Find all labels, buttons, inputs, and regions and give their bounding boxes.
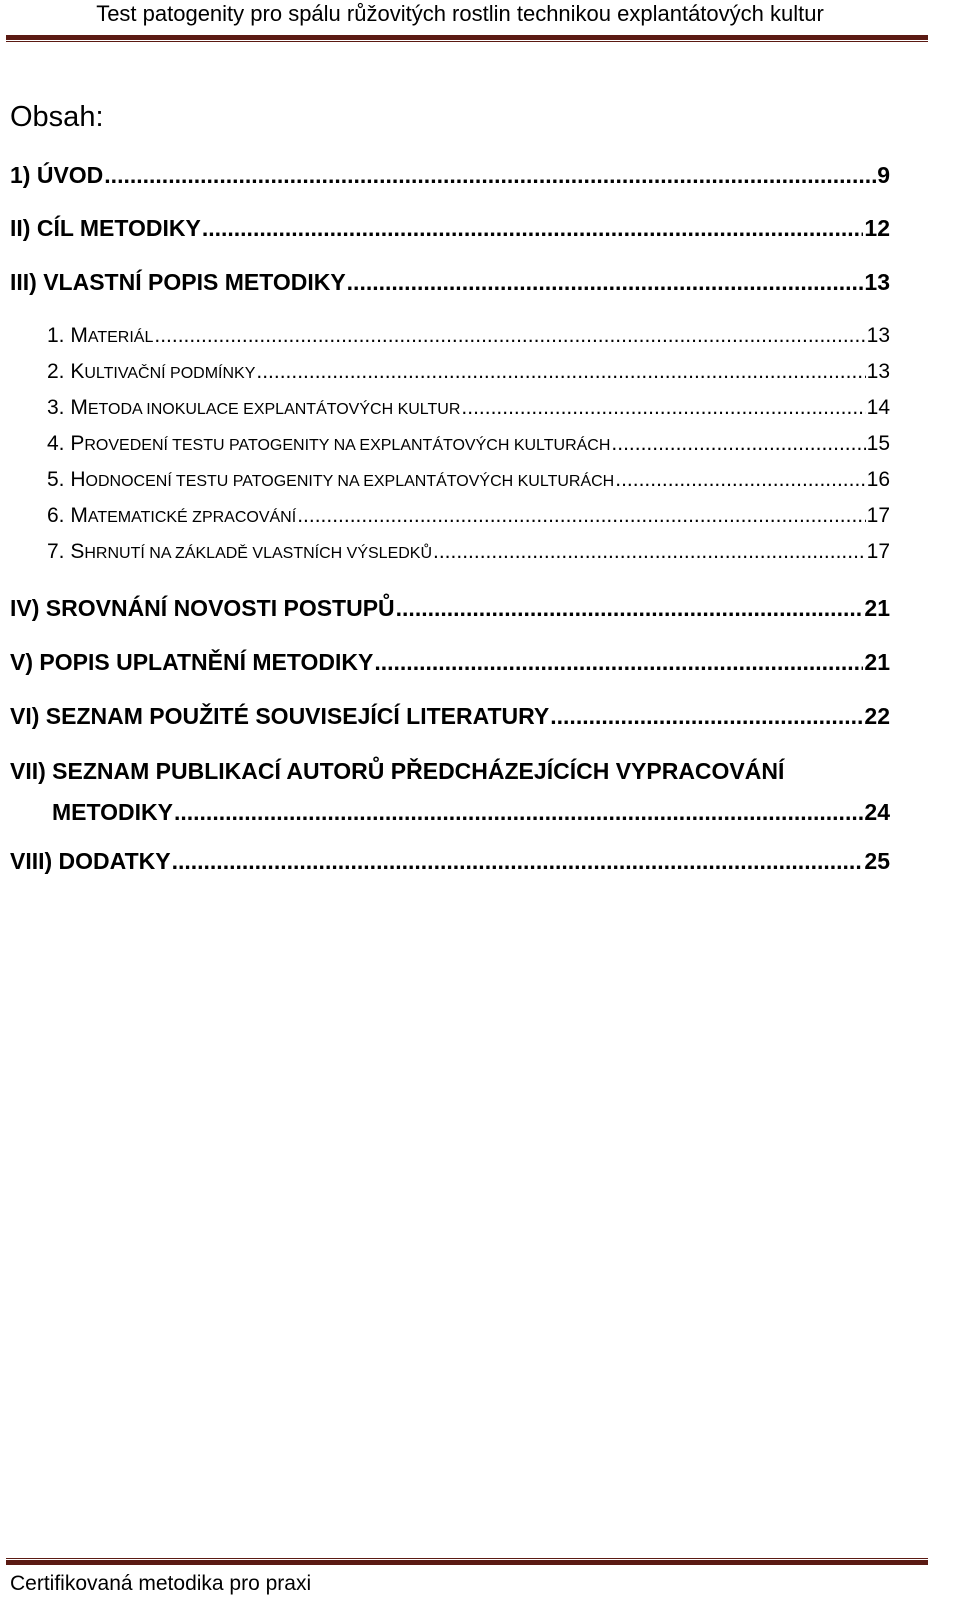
toc-subentry-title: 5. HODNOCENÍ TESTU PATOGENITY NA EXPLANTÁTOVÝCH KULTURÁCH — [47, 468, 615, 491]
toc-entry-page: 24 — [864, 799, 890, 825]
toc-subentry-page: 16 — [866, 468, 890, 491]
toc-entry-seznam-literatury[interactable] — [10, 701, 890, 731]
toc-entry-title: VI) SEZNAM POUŽITÉ SOUVISEJÍCÍ LITERATURY — [10, 703, 550, 729]
toc-subentry-title: 3. METODA INOKULACE EXPLANTÁTOVÝCH KULTUR — [47, 396, 461, 419]
toc-leader — [550, 701, 863, 731]
toc-heading: Obsah: — [10, 101, 104, 133]
toc-subentry-page: 17 — [866, 540, 890, 563]
toc-entry-seznam-publikaci[interactable] — [52, 797, 890, 827]
toc-leader — [374, 647, 863, 677]
toc-leader — [433, 538, 866, 565]
toc-entry-title: METODIKY — [52, 799, 173, 825]
header-rule-thin — [6, 41, 928, 42]
toc-entry-popis-uplatneni[interactable] — [10, 647, 890, 677]
toc-subentry-page: 13 — [866, 324, 890, 347]
toc-leader — [174, 797, 863, 827]
toc-entry-title: III) VLASTNÍ POPIS METODIKY — [10, 269, 346, 295]
toc-leader — [461, 394, 865, 421]
toc-entry-page: 21 — [864, 649, 890, 675]
toc-leader — [297, 502, 865, 529]
toc-entry-page: 13 — [864, 269, 890, 295]
toc-entry-page: 22 — [864, 703, 890, 729]
toc-entry-dodatky[interactable] — [10, 846, 890, 876]
toc-leader — [611, 430, 865, 457]
toc-entry-page: 21 — [864, 595, 890, 621]
toc-entry-page: 9 — [877, 162, 890, 188]
toc-entry-title: 1) ÚVOD — [10, 162, 104, 188]
toc-entry-vlastni-popis[interactable] — [10, 267, 890, 297]
toc-leader — [172, 846, 864, 876]
toc-subentry-title: 7. SHRNUTÍ NA ZÁKLADĚ VLASTNÍCH VÝSLEDKŮ — [47, 540, 433, 563]
toc-leader — [256, 358, 865, 385]
toc-subentry-page: 13 — [866, 360, 890, 383]
toc-entry-uvod[interactable] — [10, 160, 890, 190]
toc-leader — [615, 466, 865, 493]
toc-subentry-material[interactable] — [47, 322, 890, 351]
toc-subentry-provedeni-testu[interactable] — [47, 430, 890, 459]
toc-entry-page: 12 — [864, 215, 890, 241]
toc-subentry-title: 4. PROVEDENÍ TESTU PATOGENITY NA EXPLANTÁTOVÝCH KULTURÁCH — [47, 432, 611, 455]
toc-subentry-title: 2. KULTIVAČNÍ PODMÍNKY — [47, 360, 256, 383]
toc-subentry-page: 15 — [866, 432, 890, 455]
toc-entry-seznam-publikaci-line1[interactable]: VII) SEZNAM PUBLIKACÍ AUTORŮ PŘEDCHÁZEJÍCÍCH VYPRACOVÁNÍ — [10, 758, 785, 784]
toc-entry-srovnani-novosti[interactable] — [10, 593, 890, 623]
toc-entry-title: IV) SROVNÁNÍ NOVOSTI POSTUPŮ — [10, 595, 395, 621]
toc-entry-title: II) CÍL METODIKY — [10, 215, 201, 241]
header-rule — [6, 35, 928, 40]
toc-leader — [396, 593, 864, 623]
toc-subentry-kultivacni-podminky[interactable] — [47, 358, 890, 387]
running-header: Test patogenity pro spálu růžovitých rostlin technikou explantátových kultur — [96, 1, 824, 26]
running-footer: Certifikovaná metodika pro praxi — [10, 1572, 312, 1595]
toc-subentry-page: 14 — [866, 396, 890, 419]
toc-leader — [202, 213, 864, 243]
toc-subentry-title: 6. MATEMATICKÉ ZPRACOVÁNÍ — [47, 504, 297, 527]
toc-entry-title: VIII) DODATKY — [10, 848, 171, 874]
toc-subentry-page: 17 — [866, 504, 890, 527]
toc-subentry-metoda-inokulace[interactable] — [47, 394, 890, 423]
toc-entry-page: 25 — [864, 848, 890, 874]
toc-subentry-matematicke-zpracovani[interactable] — [47, 502, 890, 531]
toc-subentry-hodnoceni-testu[interactable] — [47, 466, 890, 495]
toc-leader — [104, 160, 876, 190]
footer-rule-thin — [6, 1558, 928, 1559]
footer-rule — [6, 1560, 928, 1565]
toc-leader — [154, 322, 865, 349]
toc-subentry-title: 1. MATERIÁL — [47, 324, 154, 347]
toc-entry-cil-metodiky[interactable] — [10, 213, 890, 243]
toc-leader — [347, 267, 864, 297]
toc-subentry-shrnuti[interactable] — [47, 538, 890, 567]
toc-entry-title: V) POPIS UPLATNĚNÍ METODIKY — [10, 649, 374, 675]
